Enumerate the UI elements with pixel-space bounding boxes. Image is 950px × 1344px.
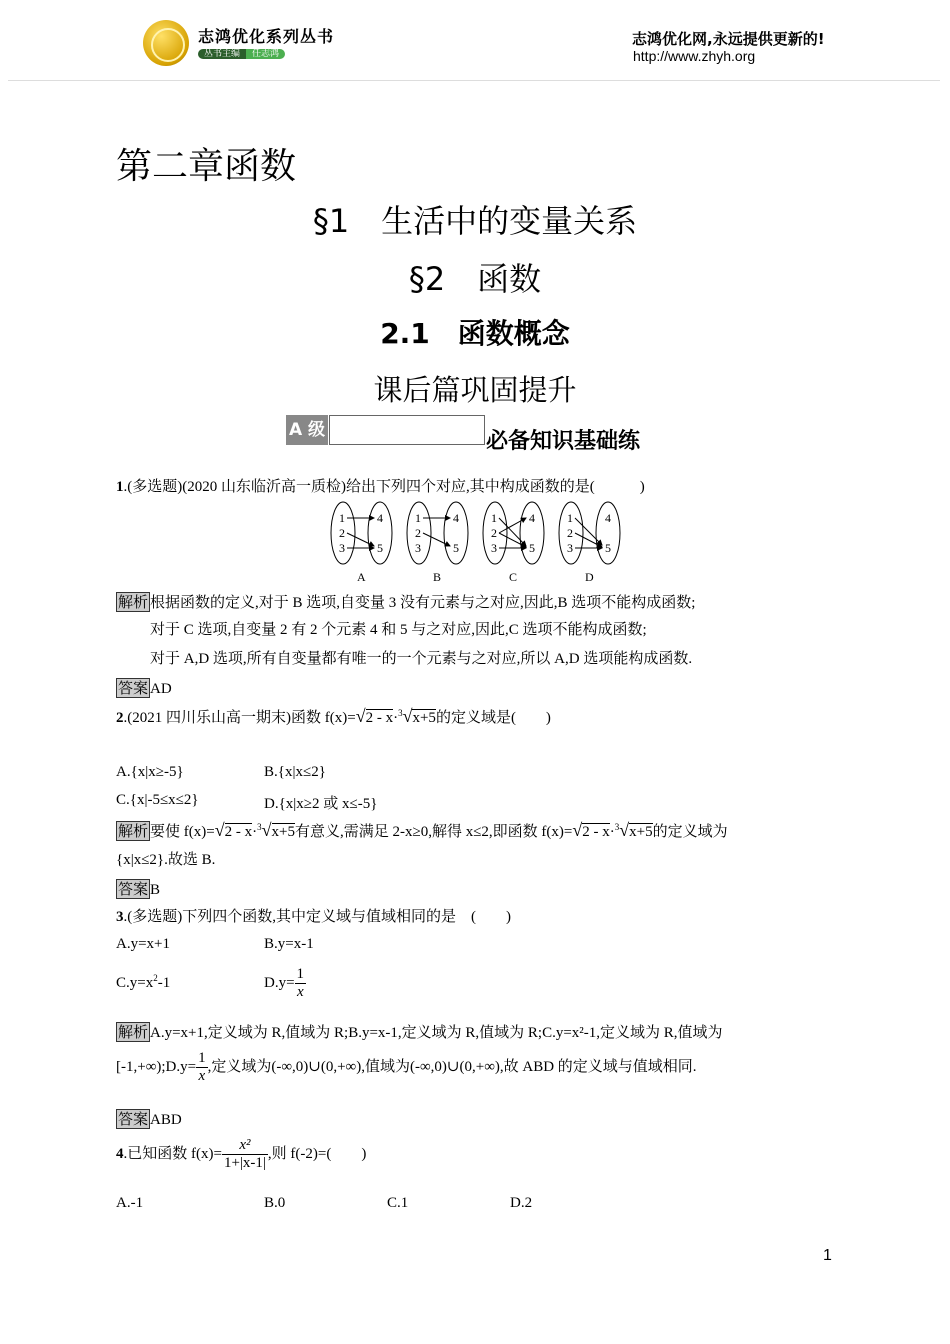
question-text-end: ,则 f(-2)=( ): [267, 1145, 367, 1162]
diagram-b-left-1: 1: [415, 511, 421, 525]
q4-choice-a: A.-1: [116, 1195, 144, 1211]
analysis-text: 根据函数的定义,对于 B 选项,自变量 3 没有元素与之对应,因此,B 选项不能构成函数;: [150, 595, 696, 611]
cube-index: 3: [257, 822, 262, 832]
diagram-c-left-2: 2: [491, 526, 497, 540]
question-number: 1: [116, 479, 124, 495]
diagram-c-left-1: 1: [491, 511, 497, 525]
diagram-c-label: C: [509, 570, 518, 584]
diagram-a-right-5: 5: [377, 541, 383, 555]
q1-analysis-line-1: [116, 592, 695, 613]
diagram-d-left-1: 1: [567, 511, 573, 525]
diagram-a-left-3: 3: [339, 541, 345, 555]
fraction: $\frac{1}{x}$: [296, 966, 305, 1000]
page-number: 1: [823, 1247, 832, 1264]
brand-subtitle: [198, 46, 285, 59]
question-1: [116, 477, 645, 497]
q3-analysis-line-1: [116, 1022, 723, 1043]
q2-answer: [116, 879, 160, 900]
answer-tag: 答案: [118, 880, 149, 898]
diagram-d: [559, 502, 620, 584]
q3-choice-b: B.y=x-1: [264, 936, 314, 952]
level-title: 必备知识基础练: [486, 429, 641, 454]
diagram-d-right-5: 5: [605, 541, 611, 555]
diagram-a-label: A: [357, 570, 366, 584]
dot-operator: ·: [252, 824, 258, 840]
question-number: 2: [116, 710, 124, 726]
radicand-1: 2 - x: [365, 710, 394, 726]
diagram-c-right-5: 5: [529, 541, 535, 555]
diagram-a-left-2: 2: [339, 526, 345, 540]
q3-choice-c: $C.y=x^2-1$: [116, 973, 171, 991]
diagram-c: [483, 502, 544, 584]
sqrt-icon: √: [572, 820, 583, 840]
q2-choice-d: D.{x|x≥2 或 x≤-5}: [264, 796, 378, 812]
diagram-d-right-4: 4: [605, 511, 611, 525]
section-2-title: §2 函数: [408, 260, 542, 298]
answer-tag: 答案: [118, 679, 149, 697]
editor-name: 任志鸿: [246, 49, 285, 59]
analysis-tag: 解析: [118, 822, 149, 840]
diagram-c-arrow-1: [499, 518, 526, 546]
level-badge: A 级: [286, 415, 328, 445]
q2-choice-a: A.{x|x≥-5}: [116, 764, 184, 780]
q3-answer: [116, 1109, 182, 1130]
answer-text: B: [150, 882, 161, 898]
q4-choice-c: C.1: [387, 1195, 409, 1211]
analysis-text: 要使 f(x)=: [150, 824, 215, 840]
analysis-text: A.y=x+1,定义域为 R,值域为 R;B.y=x-1,定义域为 R,值域为 R;C.y=x²-1,定义域为 R,值域为: [150, 1025, 723, 1041]
q4-choice-d: D.2: [510, 1195, 533, 1211]
analysis-tag: 解析: [118, 1023, 149, 1041]
cube-index: 3: [614, 822, 620, 832]
question-text: .(2021 四川乐山高一期末)函数 f(x)=: [123, 710, 356, 726]
question-text-end: 的定义域是( ): [435, 710, 551, 726]
radicand-1: 2 - x: [224, 824, 253, 840]
q2-choice-c: C.{x|-5≤x≤2}: [116, 792, 199, 808]
analysis-text-end: 的定义域为: [652, 824, 728, 840]
exercise-title: 课后篇巩固提升: [373, 373, 577, 407]
question-text: .(多选题)下列四个函数,其中定义域与值域相同的是 ( ): [123, 909, 511, 925]
q2-analysis-line-2: {x|x≤2}.故选 B.: [116, 852, 216, 868]
dot-operator: ·: [393, 710, 399, 726]
dot-operator: ·: [609, 824, 615, 840]
question-number: 3: [116, 909, 124, 925]
diagram-d-left-2: 2: [567, 526, 573, 540]
q1-analysis-line-2: 对于 C 选项,自变量 2 有 2 个元素 4 和 5 与之对应,因此,C 选项不能构成函数;: [150, 622, 647, 638]
diagram-a-left-1: 1: [339, 511, 345, 525]
diagram-b-right-4: 4: [453, 511, 459, 525]
fraction: $\frac{1}{x}$: [198, 1050, 206, 1084]
answer-text: AD: [150, 681, 172, 697]
diagram-b-left-2: 2: [415, 526, 421, 540]
q1-analysis-line-3: 对于 A,D 选项,所有自变量都有唯一的一个元素与之对应,所以 A,D 选项能构成函数.: [150, 651, 693, 667]
q2-choice-b: B.{x|x≤2}: [264, 764, 326, 780]
diagram-b-right-5: 5: [453, 541, 459, 555]
slogan: 志鸿优化网,永远提供更新的!: [632, 30, 825, 48]
q3-choice-d: D.y= $\frac{1}{x}$: [264, 966, 305, 1000]
q3-analysis-line-2: [-1,+∞);D.y= $\frac{1}{x}$ ,定义域为(-∞,0)∪(0,+∞),值域为(-∞,0)∪(0,+∞),故 ABD 的定义域与值域相同.: [116, 1050, 697, 1084]
diagram-a-right-4: 4: [377, 511, 383, 525]
analysis-text-mid: 有意义,需满足 2-x≥0,解得 x≤2,即函数 f(x)=: [294, 824, 573, 840]
diagram-b-left-3: 3: [415, 541, 421, 555]
mapping-diagrams: [325, 500, 625, 588]
question-number: 4: [116, 1145, 124, 1162]
question-text: .(多选题)(2020 山东临沂高一质检)给出下列四个对应,其中构成函数的是( ): [123, 479, 645, 495]
brand-title: 志鸿优化系列丛书: [198, 27, 335, 46]
radicand-2: x+5: [629, 824, 653, 840]
site-url[interactable]: http://www.zhyh.org: [633, 48, 756, 64]
cube-index: 3: [398, 708, 403, 718]
question-3: [116, 907, 511, 927]
diagram-a: [331, 502, 392, 584]
diagram-a-arrow-2: [347, 533, 374, 546]
radicand-2: x+5: [412, 710, 436, 726]
question-text: .已知函数 f(x)=: [123, 1145, 222, 1162]
q1-answer: [116, 678, 172, 699]
sqrt-icon: √: [355, 706, 366, 726]
radicand-1: 2 - x: [582, 824, 610, 840]
header-divider: [8, 80, 940, 81]
diagram-c-arrow-2: [499, 518, 526, 533]
diagram-c-right-4: 4: [529, 511, 535, 525]
answer-text: ABD: [150, 1112, 182, 1128]
diagram-c-arrow-3: [499, 533, 526, 547]
diagram-d-arrow-2: [575, 533, 602, 547]
diagram-b-arrow-2: [423, 533, 450, 546]
radicand-2: x+5: [271, 824, 295, 840]
diagram-d-label: D: [585, 570, 594, 584]
cbrt-icon: √: [261, 820, 272, 840]
logo-ring: [151, 28, 185, 62]
cbrt-icon: √: [402, 706, 413, 726]
editor-label: 丛书主编: [198, 49, 246, 59]
section-1-title: §1 生活中的变量关系: [312, 202, 638, 240]
diagram-b: [407, 502, 468, 584]
sqrt-icon: √: [214, 820, 225, 840]
q4-choice-b: B.0: [264, 1195, 286, 1211]
question-4: [116, 1137, 366, 1172]
answer-tag: 答案: [118, 1110, 149, 1128]
chapter-title: 第二章函数: [116, 146, 297, 187]
diagram-c-left-3: 3: [491, 541, 497, 555]
q3-choice-a: A.y=x+1: [116, 936, 171, 952]
analysis-tag: 解析: [118, 593, 149, 611]
diagram-b-label: B: [433, 570, 442, 584]
subsection-title: 2.1 函数概念: [380, 317, 570, 350]
level-frame: [329, 415, 485, 445]
question-2: [116, 703, 551, 728]
q2-analysis-line-1: [116, 817, 728, 842]
diagram-d-arrow-1: [575, 518, 602, 545]
diagram-d-left-3: 3: [567, 541, 573, 555]
cbrt-icon: √: [619, 820, 630, 840]
fraction: $\frac{\text{x²}}{1+|x-1|}$: [223, 1137, 266, 1171]
